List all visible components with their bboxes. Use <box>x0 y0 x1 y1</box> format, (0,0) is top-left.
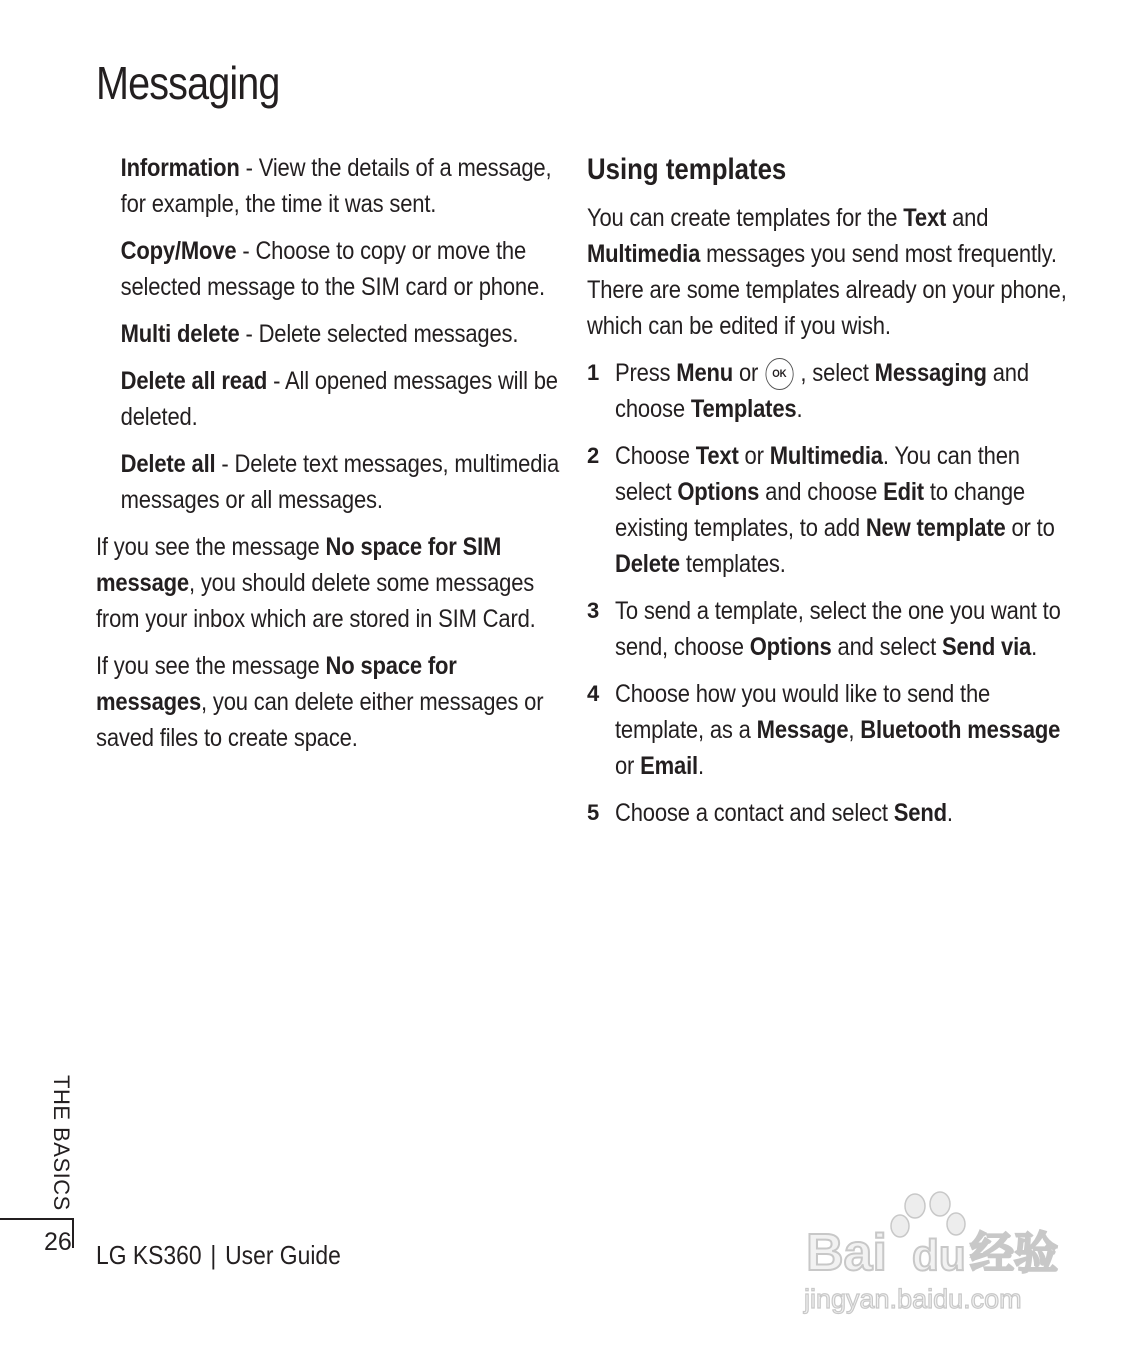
section-heading: Using templates <box>587 153 787 186</box>
step-number: 3 <box>587 598 600 623</box>
footer-separator: | <box>210 1240 217 1270</box>
footer-product: LG KS360 <box>96 1240 202 1270</box>
page-title: Messaging <box>96 57 280 109</box>
footer <box>96 1240 341 1271</box>
step-number: 4 <box>587 681 600 706</box>
step-4 <box>587 676 1067 784</box>
watermark-brand2: du <box>912 1231 966 1280</box>
side-divider <box>0 1218 74 1220</box>
right-column <box>587 150 1067 842</box>
watermark-cn: 经验 <box>970 1228 1058 1279</box>
step-text: To send a template, select the one you want to send, choose Options and select Send via. <box>615 597 1061 661</box>
step-text: Choose a contact and select Send. <box>615 799 953 827</box>
step-text: Press Menu or OK , select Messaging and choose Templates. <box>615 359 1029 423</box>
watermark-url: jingyan.baidu.com <box>804 1284 1022 1314</box>
step-5 <box>587 795 1067 831</box>
option-term: Copy/Move <box>120 237 237 265</box>
option-delete-all <box>96 446 565 518</box>
watermark-brand: Bai <box>806 1224 887 1282</box>
page-number: 26 <box>44 1228 72 1256</box>
side-divider-tick <box>72 1218 74 1248</box>
ok-key-icon: OK <box>765 358 793 390</box>
step-text: Choose how you would like to send the template, as a Message, Bluetooth message or Email. <box>615 680 1061 780</box>
step-text: Choose Text or Multimedia. You can then select Options and choose Edit to change existing templates, to add New template or to Delete templates. <box>615 442 1055 578</box>
left-column <box>96 150 564 767</box>
step-1 <box>587 355 1067 427</box>
option-term: Delete all <box>120 450 216 478</box>
baidu-watermark <box>800 1190 1070 1320</box>
option-term: Information <box>120 154 240 182</box>
option-delete-all-read <box>96 363 565 435</box>
message-space-paragraph: If you see the message No space for messages, you can delete either messages or saved files to create space. <box>96 652 544 752</box>
option-information <box>96 150 565 222</box>
option-multi-delete <box>96 316 565 352</box>
option-desc: - Delete text messages, multimedia messages or all messages. <box>120 450 560 514</box>
step-3 <box>587 593 1067 665</box>
section-side-label: THE BASICS <box>49 1075 74 1211</box>
step-number: 5 <box>587 800 600 825</box>
templates-intro: You can create templates for the Text and Multimedia messages you send most frequently. There are some templates already on your phone, which can be edited if you wish. <box>587 204 1067 340</box>
sim-space-paragraph: If you see the message No space for SIM message, you should delete some messages from your inbox which are stored in SIM Card. <box>96 533 536 633</box>
step-number: 1 <box>587 360 600 385</box>
option-desc: - All opened messages will be deleted. <box>120 367 558 431</box>
option-desc: - Delete selected messages. <box>239 320 519 348</box>
option-desc: - View the details of a message, for example, the time it was sent. <box>120 154 552 218</box>
option-desc: - Choose to copy or move the selected message to the SIM card or phone. <box>120 237 545 301</box>
footer-guide: User Guide <box>225 1240 341 1270</box>
step-number: 2 <box>587 443 600 468</box>
option-copy-move <box>96 233 565 305</box>
option-term: Multi delete <box>120 320 240 348</box>
step-2 <box>587 438 1067 582</box>
option-term: Delete all read <box>120 367 268 395</box>
